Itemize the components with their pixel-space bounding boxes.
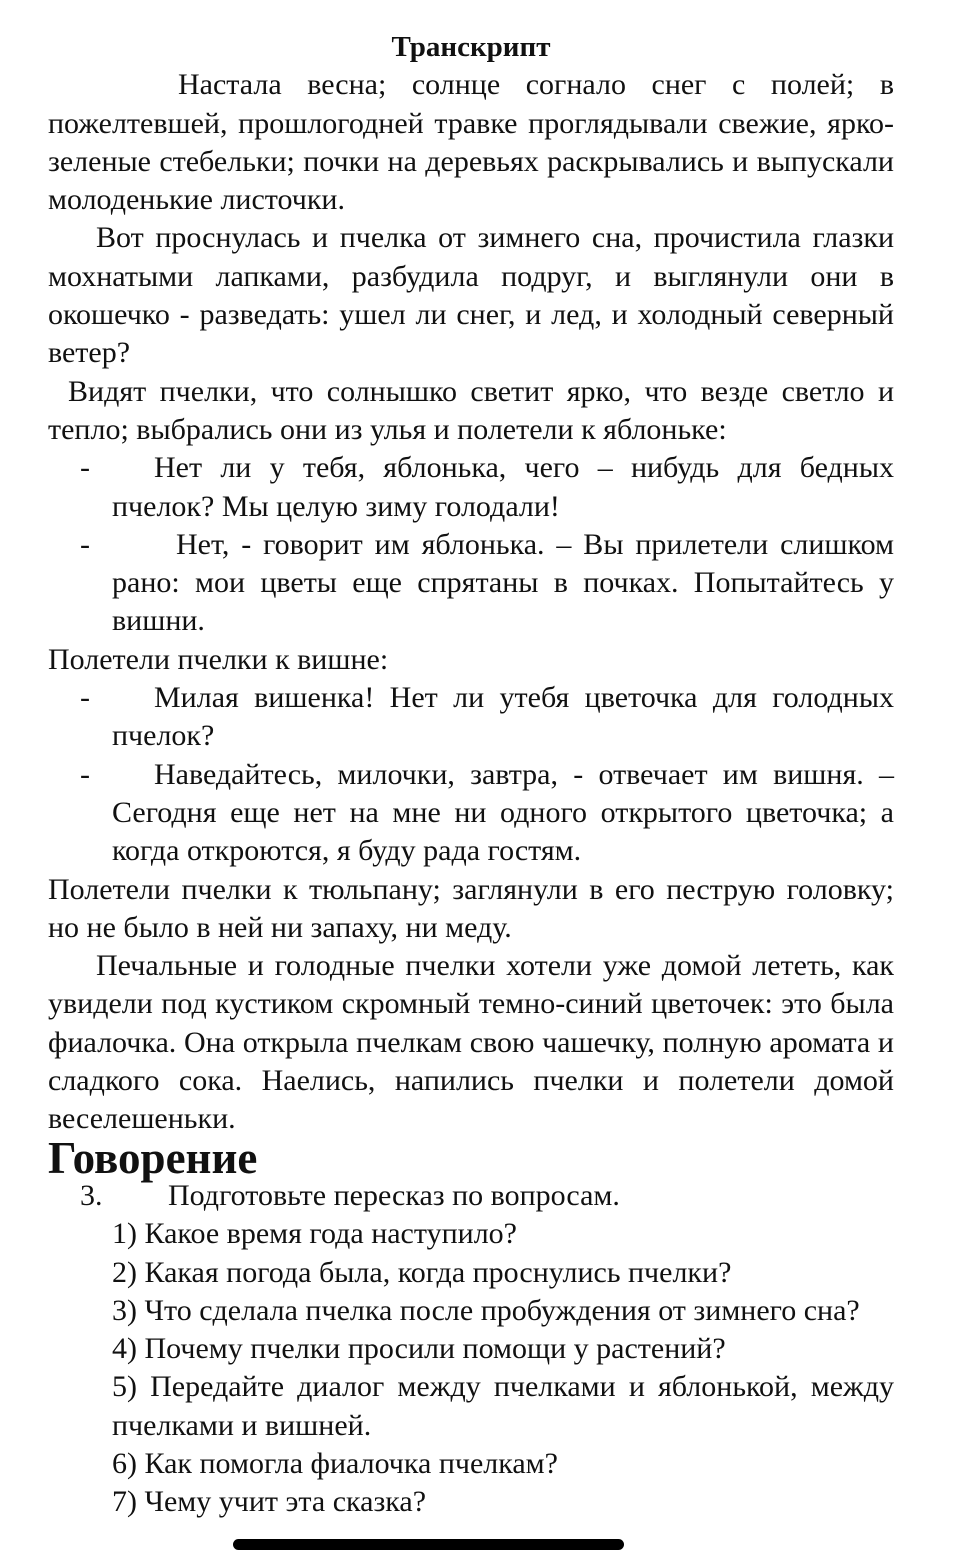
paragraph-bees-fly: Видят пчелки, что солнышко светит ярко, что везде светло и тепло; выбрались они из улья и полетели к яблоньке: (48, 374, 894, 446)
paragraph-to-cherry: Полетели пчелки к вишне: (48, 642, 389, 676)
task-text: Подготовьте пересказ по вопросам. (168, 1178, 620, 1212)
question-item: 6) Как помогла фиалочка пчелкам? (112, 1446, 558, 1480)
question-item: 1) Какое время года наступило? (112, 1217, 517, 1251)
question-item: 4) Почему пчелки просили помощи у растений? (112, 1332, 726, 1366)
question-item: 3) Что сделала пчелка после пробуждения от зимнего сна? (112, 1293, 860, 1327)
dialog-line (48, 679, 894, 756)
paragraph-violet: Печальные и голодные пчелки хотели уже домой лететь, как увидели под кустиком скромный темно-синий цветочек: это была фиалочка. Она открыла пчелкам свою чашечку, полную аромата и сладкого сока. Наелись, напились пчелки и полетели домой веселешеньки. (48, 949, 894, 1136)
paragraph-bee-wakes: Вот проснулась и пчелка от зимнего сна, прочистила глазки мохнатыми лапками, разбудила подруг, и выглянули они в окошечко - разведать: ушел ли снег, и лед, и холодный северный ветер? (48, 221, 894, 370)
question-item: 5) Передайте диалог между пчелками и яблонькой, между пчелками и вишней. (112, 1370, 894, 1442)
dialog-line (48, 449, 894, 526)
dialog-text: Нет, - говорит им яблонька. – Вы прилетели слишком рано: мои цветы еще спрятаны в почках. Попытайтесь у вишни. (112, 527, 894, 638)
document-page (48, 28, 894, 1522)
dialog-line (48, 526, 894, 641)
dialog-dash: - (80, 451, 90, 485)
questions-list (48, 1215, 894, 1521)
paragraph-spring: Настала весна; солнце согнало снег с полей; в пожелтевшей, прошлогодней травке проглядывали свежие, ярко-зеленые стебельки; почки на деревьях раскрывались и выпускали молоденькие листочки. (48, 68, 894, 217)
task-number: 3. (80, 1178, 103, 1212)
dialog-text: Наведайтесь, милочки, завтра, - отвечает им вишня. – Сегодня еще нет на мне ни одного открытого цветочка; а когда откроются, я буду рада гостям. (112, 757, 894, 868)
document-title: Транскрипт (391, 31, 551, 63)
dialog-dash: - (80, 681, 90, 715)
section-heading: Говорение (48, 1132, 258, 1183)
question-item: 7) Чему учит эта сказка? (112, 1485, 427, 1519)
task-item (48, 1177, 894, 1215)
dialog-text: Милая вишенка! Нет ли утебя цветочка для голодных пчелок? (112, 681, 894, 753)
dialog-dash: - (80, 527, 90, 561)
dialog-text: Нет ли у тебя, яблонька, чего – нибудь для бедных пчелок? Мы целую зиму голодали! (112, 451, 894, 523)
home-indicator-bar[interactable] (233, 1539, 624, 1550)
dialog-dash: - (80, 757, 90, 791)
question-item: 2) Какая погода была, когда проснулись пчелки? (112, 1255, 732, 1289)
dialog-line (48, 756, 894, 871)
paragraph-tulip: Полетели пчелки к тюльпану; заглянули в его пеструю головку; но не было в ней ни запаху, ни меду. (48, 872, 894, 944)
